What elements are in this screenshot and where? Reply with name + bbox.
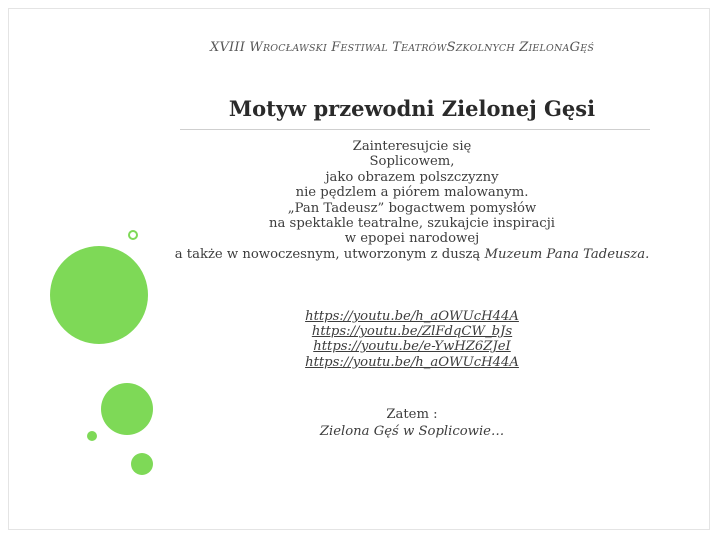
body-text: [160, 139, 664, 262]
title-divider: [180, 129, 650, 130]
closing-text: [212, 406, 612, 440]
body-line: nie pędzlem a piórem malowanym.: [295, 185, 529, 201]
body-line: Zainteresujcie się: [352, 139, 472, 154]
video-links: [212, 309, 612, 370]
body-line: na spektakle teatralne, szukajcie inspiracji: [269, 216, 555, 232]
museum-name: Muzeum Pana Tadeusza.: [484, 246, 650, 262]
video-link-3[interactable]: https://youtu.be/e-YwHZ6ZJeI: [313, 339, 511, 355]
video-link-2[interactable]: https://youtu.be/ZlFdqCW_bJs: [311, 324, 513, 340]
body-line: jako obrazem polszczyzny: [325, 169, 499, 185]
body-line: w epopei narodowej: [344, 231, 480, 247]
closing-line: Zatem :: [386, 407, 438, 422]
decorative-circle-medium: [101, 383, 153, 435]
body-line: Soplicowem,: [369, 154, 455, 170]
body-line-museum: a także w nowoczesnym, utworzonym z duszą Muzeum Pana Tadeusza.: [174, 246, 650, 262]
festival-header: XVIII WROCŁAWSKI FESTIWAL TEATRÓWSZKOLNYCH ZIELONAGĘŚ: [210, 40, 595, 55]
video-link-1[interactable]: https://youtu.be/h_aOWUcH44A: [305, 309, 519, 324]
video-link-4[interactable]: https://youtu.be/h_aOWUcH44A: [305, 354, 519, 370]
decorative-circle-small: [131, 453, 153, 475]
decorative-circle-large: [50, 246, 148, 344]
slide-title: Motyw przewodni Zielonej Gęsi: [228, 96, 596, 121]
decorative-circle-ring: [128, 230, 138, 240]
body-line: „Pan Tadeusz” bogactwem pomysłów: [287, 200, 537, 216]
decorative-circle-tiny: [87, 431, 97, 441]
closing-tagline: Zielona Gęś w Soplicowie…: [319, 424, 505, 439]
